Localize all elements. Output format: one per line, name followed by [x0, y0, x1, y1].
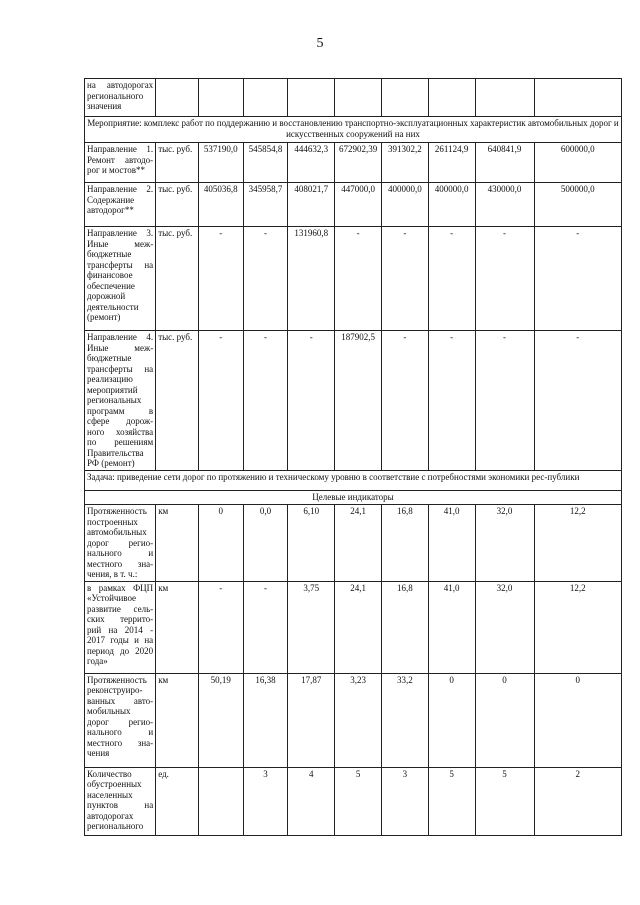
table-row — [85, 673, 622, 767]
row-value — [428, 79, 475, 117]
row-value: - — [243, 331, 288, 471]
row-value — [335, 79, 382, 117]
row-value: 640841,9 — [475, 143, 534, 183]
row-value: - — [243, 227, 288, 331]
row-value: 50,19 — [198, 673, 243, 767]
table-row — [85, 331, 622, 471]
row-value: 4 — [288, 767, 335, 835]
row-unit: км — [156, 673, 199, 767]
row-value: 444632,3 — [288, 143, 335, 183]
row-value: 33,2 — [381, 673, 428, 767]
page-number: 5 — [316, 36, 324, 51]
section-heading: Целевые индикаторы — [85, 491, 622, 505]
row-value: 430000,0 — [475, 183, 534, 227]
row-value: - — [428, 227, 475, 331]
row-value: 537190,0 — [198, 143, 243, 183]
row-value — [288, 79, 335, 117]
row-label: Направление 3. Иные меж-бюджетные трансферты на финансовое обеспечение дорожной деятельности (ремонт) — [85, 227, 156, 331]
row-value: 391302,2 — [381, 143, 428, 183]
row-value: 32,0 — [475, 505, 534, 582]
table-row — [85, 505, 622, 582]
row-value: 5 — [335, 767, 382, 835]
row-value: 41,0 — [428, 581, 475, 673]
row-value: 16,38 — [243, 673, 288, 767]
row-label: Протяженность реконструиро-ванных авто-мобильных дорог регио-нального и местного зна-чения — [85, 673, 156, 767]
row-value: 408021,7 — [288, 183, 335, 227]
row-value — [475, 79, 534, 117]
table-row — [85, 143, 622, 183]
row-value — [381, 79, 428, 117]
section-row — [85, 117, 622, 143]
row-label: Протяженность построенных автомобильных дорог регио-нального и местного зна-чения, в т. ч.: — [85, 505, 156, 582]
row-unit: км — [156, 505, 199, 582]
row-unit: тыс. руб. — [156, 143, 199, 183]
row-value: 24,1 — [335, 505, 382, 582]
row-value: 3 — [243, 767, 288, 835]
row-value — [198, 79, 243, 117]
row-value: - — [534, 227, 622, 331]
row-value: 41,0 — [428, 505, 475, 582]
row-value: 5 — [428, 767, 475, 835]
row-value: - — [534, 331, 622, 471]
row-value: 600000,0 — [534, 143, 622, 183]
row-value: - — [335, 227, 382, 331]
row-value: 500000,0 — [534, 183, 622, 227]
row-label: Направление 4. Иные меж-бюджетные трансферты на реализацию мероприятий региональных программ в сфере дорож-ного хозяйства по решениям Правительства РФ (ремонт) — [85, 331, 156, 471]
row-unit: тыс. руб. — [156, 183, 199, 227]
row-value: 672902,39 — [335, 143, 382, 183]
row-value: 3 — [381, 767, 428, 835]
row-value: 17,87 — [288, 673, 335, 767]
row-value: 6,10 — [288, 505, 335, 582]
row-value: 400000,0 — [428, 183, 475, 227]
section-heading: Мероприятие: комплекс работ по поддержанию и восстановлению транспортно-эксплуатационных характеристик автомобильных дорог и искусственных сооружений на них — [85, 117, 622, 143]
row-value: - — [198, 581, 243, 673]
row-value: 0 — [198, 505, 243, 582]
row-value: 187902,5 — [335, 331, 382, 471]
row-label: на автодорогах регионального значения — [85, 79, 156, 117]
row-unit: тыс. руб. — [156, 227, 199, 331]
row-value: - — [198, 227, 243, 331]
row-value: 400000,0 — [381, 183, 428, 227]
row-unit: тыс. руб. — [156, 331, 199, 471]
row-value: 24,1 — [335, 581, 382, 673]
row-value: 3,23 — [335, 673, 382, 767]
row-label: Направление 1. Ремонт автодо-рог и мостов** — [85, 143, 156, 183]
row-value: 545854,8 — [243, 143, 288, 183]
row-value: 16,8 — [381, 505, 428, 582]
row-value: 12,2 — [534, 581, 622, 673]
row-value: - — [381, 227, 428, 331]
row-label: в рамках ФЦП «Устойчивое развитие сель-ских террито-рий на 2014 - 2017 годы и на период до 2020 года» — [85, 581, 156, 673]
table-row — [85, 767, 622, 835]
row-value: 12,2 — [534, 505, 622, 582]
row-value: 32,0 — [475, 581, 534, 673]
row-label: Направление 2. Содержание автодорог** — [85, 183, 156, 227]
row-value: - — [475, 331, 534, 471]
row-unit — [156, 79, 199, 117]
row-value — [198, 767, 243, 835]
row-value: - — [428, 331, 475, 471]
row-value: 447000,0 — [335, 183, 382, 227]
row-value: 0 — [475, 673, 534, 767]
table-row — [85, 183, 622, 227]
row-value: 405036,8 — [198, 183, 243, 227]
row-value — [243, 79, 288, 117]
row-value: 261124,9 — [428, 143, 475, 183]
row-value: 131960,8 — [288, 227, 335, 331]
row-value: 3,75 — [288, 581, 335, 673]
table-row — [85, 79, 622, 117]
row-unit: км — [156, 581, 199, 673]
row-value: 16,8 — [381, 581, 428, 673]
row-value: 0 — [534, 673, 622, 767]
row-value: 0 — [428, 673, 475, 767]
table-row — [85, 581, 622, 673]
row-value: - — [288, 331, 335, 471]
row-label: Количество обустроенных населенных пунктов на автодорогах регионального — [85, 767, 156, 835]
row-value: - — [243, 581, 288, 673]
row-unit: ед. — [156, 767, 199, 835]
row-value: 0,0 — [243, 505, 288, 582]
row-value: - — [198, 331, 243, 471]
row-value: 2 — [534, 767, 622, 835]
row-value: 5 — [475, 767, 534, 835]
section-row — [85, 471, 622, 491]
row-value: - — [475, 227, 534, 331]
document-table — [84, 78, 622, 836]
row-value: - — [381, 331, 428, 471]
section-row — [85, 491, 622, 505]
table-row — [85, 227, 622, 331]
row-value: 345958,7 — [243, 183, 288, 227]
row-value — [534, 79, 622, 117]
task-heading: Задача: приведение сети дорог по протяжению и техническому уровню в соответствие с потребностями экономики рес-публики — [85, 471, 622, 491]
